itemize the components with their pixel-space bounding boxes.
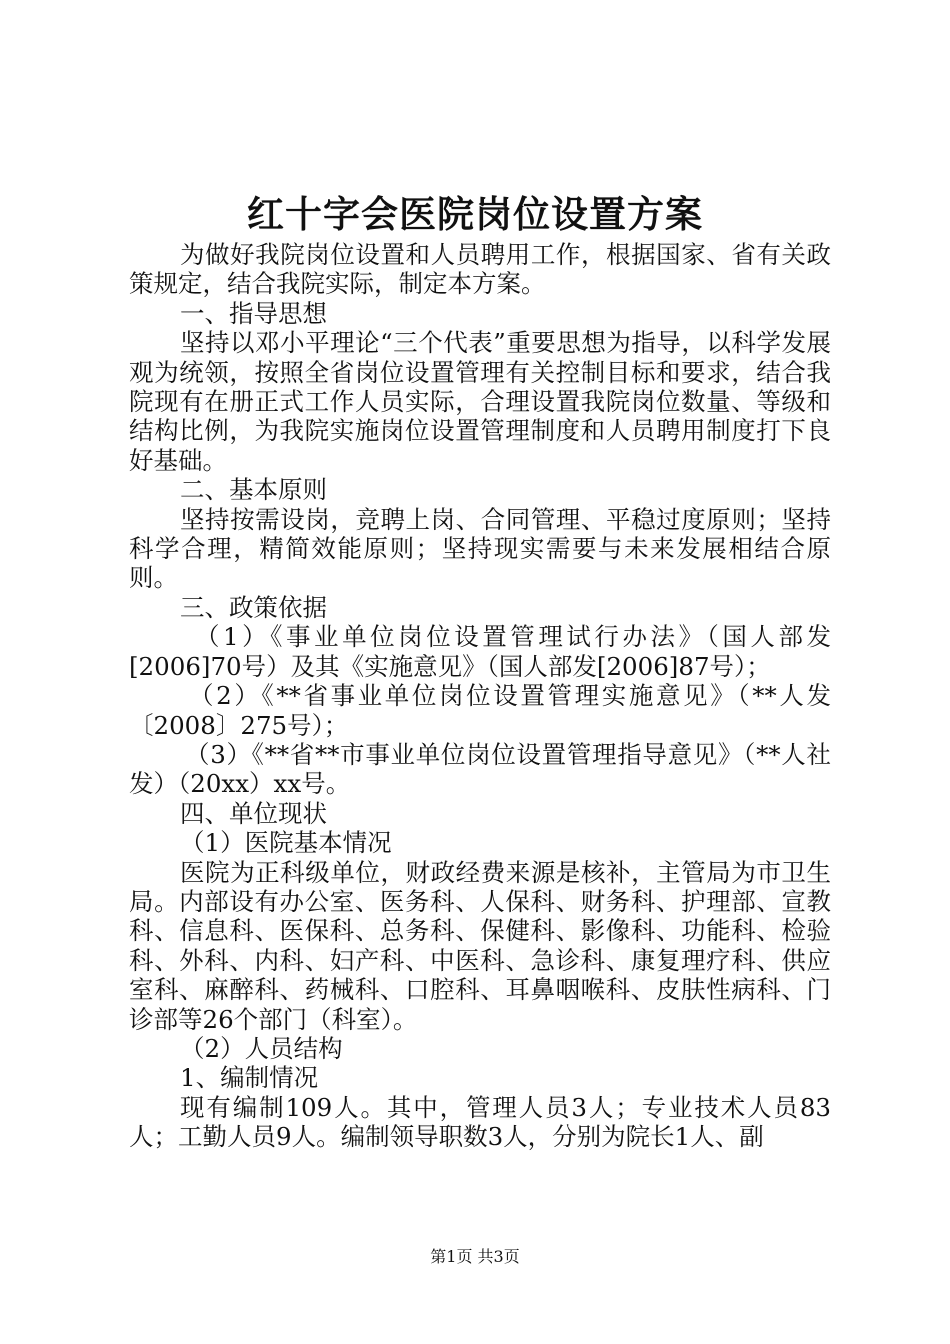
paragraph-intro: 为做好我院岗位设置和人员聘用工作，根据国家、省有关政策规定，结合我院实际，制定本方案。	[129, 240, 831, 299]
document-title: 红十字会医院岗位设置方案	[247, 192, 703, 236]
heading-policy-basis: 三、政策依据	[180, 592, 327, 622]
page-footer: 第1页 共3页	[430, 1247, 520, 1266]
subheading-staffing-quota: 1、编制情况	[180, 1063, 319, 1093]
paragraph-guiding-ideology: 坚持以邓小平理论“三个代表”重要思想为指导，以科学发展观为统领，按照全省岗位设置管理有关控制目标和要求，结合我院现有在册正式工作人员实际，合理设置我院岗位数量、等级和结构比例，为我院实施岗位设置管理制度和人员聘用制度打下良好基础。	[129, 328, 831, 475]
subheading-hospital-basics: （1）医院基本情况	[180, 828, 392, 858]
document-body	[129, 240, 831, 1152]
subheading-staff-structure: （2）人员结构	[180, 1033, 343, 1063]
heading-basic-principles: 二、基本原则	[180, 475, 327, 505]
paragraph-basic-principles: 坚持按需设岗，竞聘上岗、合同管理、平稳过度原则；坚持科学合理，精简效能原则；坚持现实需要与未来发展相结合原则。	[129, 504, 831, 593]
policy-item-2: （2）《**省事业单位岗位设置管理实施意见》（**人发〔2008〕275号）；	[129, 681, 831, 740]
heading-unit-status: 四、单位现状	[180, 798, 327, 828]
policy-item-3: （3）《**省**市事业单位岗位设置管理指导意见》（**人社发）（20xx）xx号。	[129, 739, 831, 799]
paragraph-staffing-quota: 现有编制109人。其中，管理人员3人；专业技术人员83人；工勤人员9人。编制领导职数3人，分别为院长1人、副	[129, 1092, 831, 1152]
policy-item-1: （1）《事业单位岗位设置管理试行办法》（国人部发[2006]70号）及其《实施意见》（国人部发[2006]87号）；	[129, 622, 831, 681]
heading-guiding-ideology: 一、指导思想	[180, 298, 327, 328]
paragraph-hospital-basics: 医院为正科级单位，财政经费来源是核补，主管局为市卫生局。内部设有办公室、医务科、人保科、财务科、护理部、宣教科、信息科、医保科、总务科、保健科、影像科、功能科、检验科、外科、内科、妇产科、中医科、急诊科、康复理疗科、供应室科、麻醉科、药械科、口腔科、耳鼻咽喉科、皮肤性病科、门诊部等26个部门（科室）。	[129, 857, 831, 1034]
